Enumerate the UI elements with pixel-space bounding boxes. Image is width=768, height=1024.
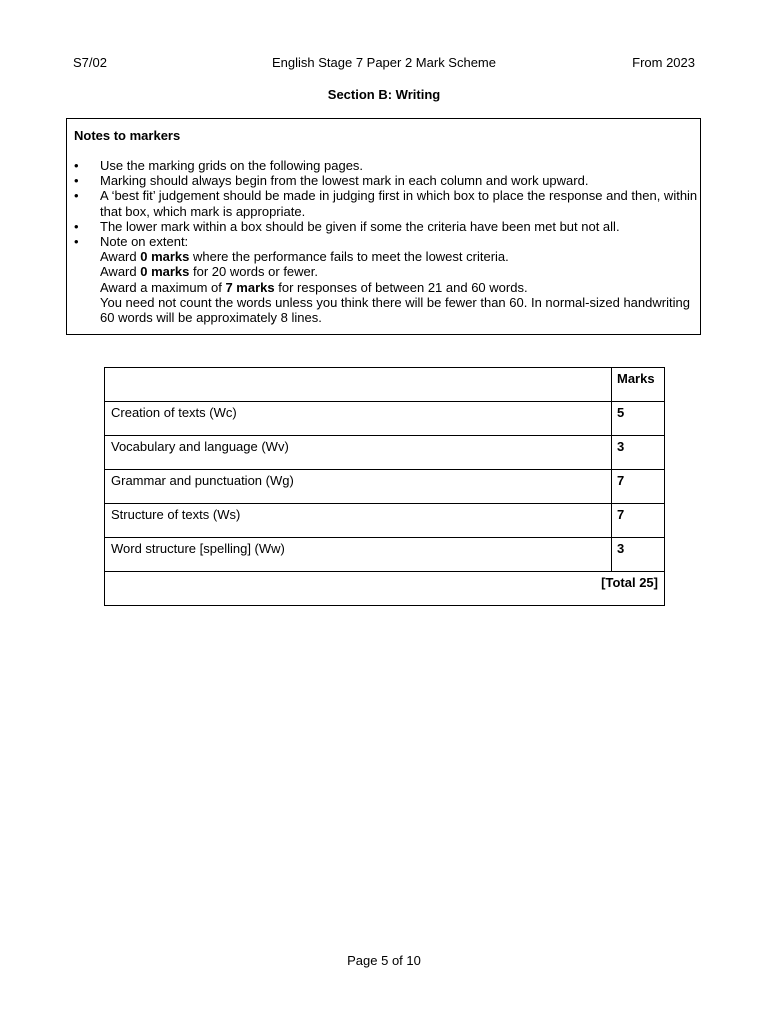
note-item: • Use the marking grids on the following pages.: [74, 158, 364, 173]
header-title: English Stage 7 Paper 2 Mark Scheme: [271, 55, 496, 70]
extent-line-3: Award a maximum of 7 marks for responses of between 21 and 60 words.: [100, 279, 528, 295]
bullet-icon: •: [74, 234, 79, 250]
marks-cell: 7: [612, 504, 665, 538]
table-header-marks: Marks: [612, 368, 665, 402]
notes-list: [74, 158, 699, 325]
bullet-icon: •: [74, 218, 79, 234]
note-item: • The lower mark within a box should be given if some the criteria have been met but not all.: [74, 218, 620, 234]
table-total-row: [105, 572, 665, 606]
section-title: Section B: Writing: [327, 87, 441, 102]
marks-cell: 7: [612, 470, 665, 504]
note-item: • A ‘best fit’ judgement should be made in judging first in which box to place the response and then, within that box, which mark is appropriate.: [74, 188, 698, 219]
header-code: S7/02: [73, 55, 107, 70]
extent-line-4: You need not count the words unless you think there will be fewer than 60. In normal-sized handwriting 60 words will be approximately 8 lines.: [100, 294, 690, 326]
marks-cell: 3: [612, 538, 665, 572]
notes-title: Notes to markers: [74, 128, 181, 143]
page-number: Page 5 of 10: [347, 953, 421, 968]
criterion-cell: Structure of texts (Ws): [105, 504, 612, 538]
extent-line-2: Award 0 marks for 20 words or fewer.: [100, 264, 319, 280]
table-header-blank: [105, 368, 612, 402]
marks-cell: 3: [612, 436, 665, 470]
bullet-icon: •: [74, 188, 79, 204]
extent-line-1: Award 0 marks where the performance fails to meet the lowest criteria.: [100, 249, 509, 265]
bullet-icon: •: [74, 173, 79, 189]
criterion-cell: Vocabulary and language (Wv): [105, 436, 612, 470]
table-row: [105, 504, 665, 538]
marks-cell: 5: [612, 402, 665, 436]
marks-table: [104, 367, 665, 606]
criterion-cell: Grammar and punctuation (Wg): [105, 470, 612, 504]
notes-to-markers-box: [66, 118, 701, 335]
table-row: [105, 436, 665, 470]
bullet-icon: •: [74, 158, 79, 173]
header-year: From 2023: [632, 55, 695, 70]
table-row: [105, 470, 665, 504]
note-item: • Marking should always begin from the lowest mark in each column and work upward.: [74, 173, 589, 189]
table-header-row: [105, 368, 665, 402]
table-row: [105, 402, 665, 436]
total-marks: [Total 25]: [105, 572, 665, 606]
note-item-extent: • Note on extent: Award 0 marks where the performance fails to meet the lowest criteria. Award 0 marks for 20 words or fewer. Award a maximum of 7 marks for responses of between 21 and 60 words. You need not count the words unless you think there will be fewer than 60. In normal-sized handwriting 60 words will be approximately 8 lines.: [74, 234, 699, 325]
criterion-cell: Creation of texts (Wc): [105, 402, 612, 436]
table-row: [105, 538, 665, 572]
criterion-cell: Word structure [spelling] (Ww): [105, 538, 612, 572]
